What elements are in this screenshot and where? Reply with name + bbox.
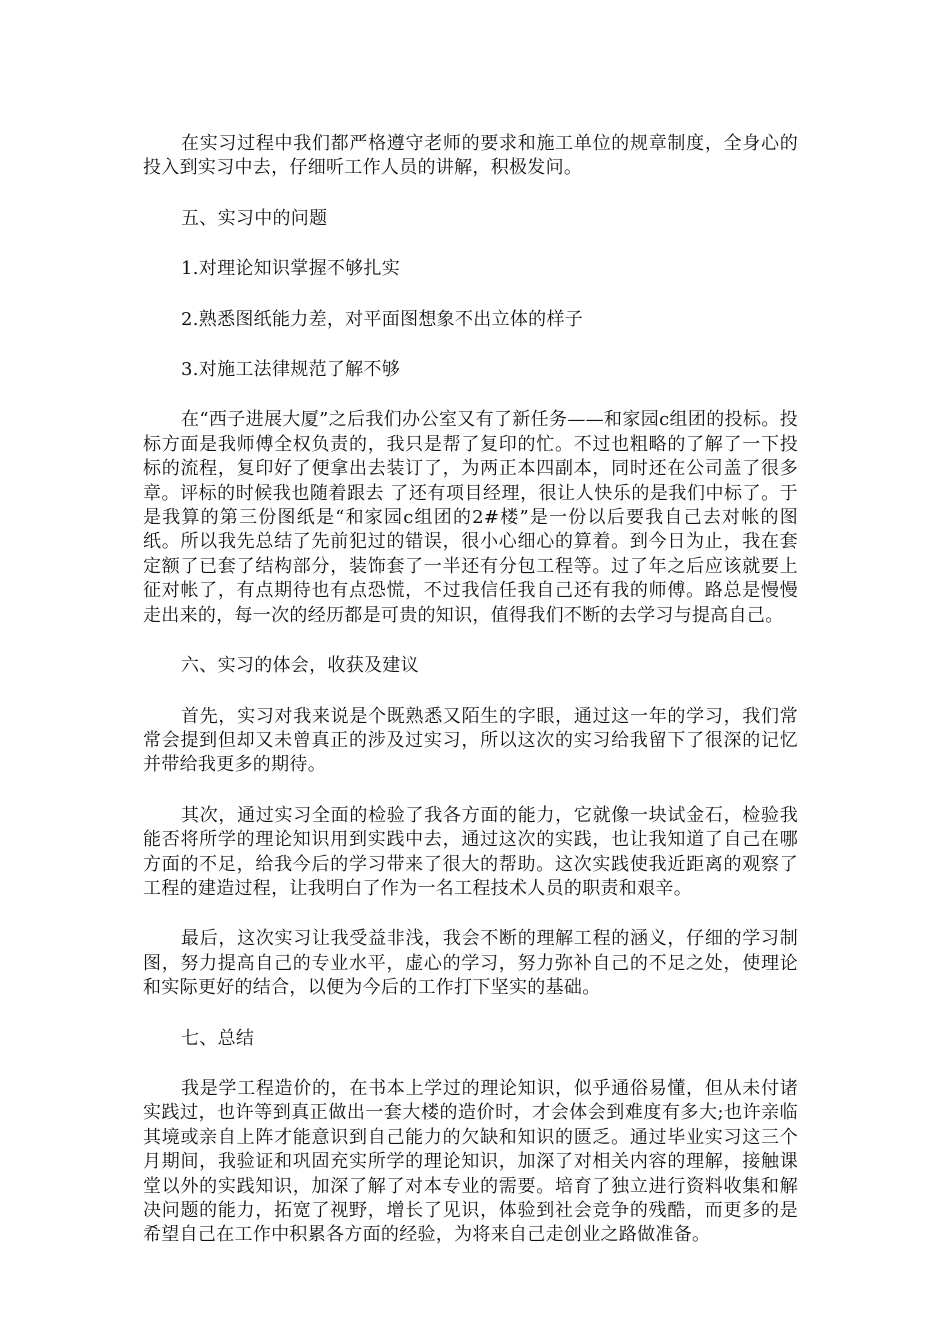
section-heading-summary: 七、总结 bbox=[181, 1027, 255, 1049]
problem-item-2: 2.熟悉图纸能力差，对平面图想象不出立体的样子 bbox=[181, 308, 584, 330]
section-heading-experience: 六、实习的体会，收获及建议 bbox=[181, 655, 419, 677]
paragraph-second: 其次，通过实习全面的检验了我各方面的能力，它就像一块试金石，检验我能否将所学的理论知识用到实践中去，通过这次的实践，也让我知道了自己在哪方面的不足，给我今后的学习带来了很大的帮助。这次实践使我近距离的观察了工程的建造过程，让我明白了作为一名工程技术人员的职责和艰辛。 bbox=[143, 804, 798, 899]
paragraph-finally: 最后，这次实习让我受益非浅，我会不断的理解工程的涵义，仔细的学习制图，努力提高自己的专业水平，虚心的学习，努力弥补自己的不足之处，使理论和实际更好的结合，以便为今后的工作打下坚实的基础。 bbox=[143, 928, 798, 999]
section-heading-problems: 五、实习中的问题 bbox=[181, 207, 328, 229]
problem-item-1: 1.对理论知识掌握不够扎实 bbox=[181, 258, 401, 280]
paragraph-bidding: 在“西子进展大厦”之后我们办公室又有了新任务——和家园c组团的投标。投标方面是我师傅全权负责的，我只是帮了复印的忙。不过也粗略的了解了一下投标的流程，复印好了便拿出去装订了，为两正本四副本，同时还在公司盖了很多章。评标的时候我也随着跟去 了还有项目经理，很让人快乐的是我们中标了。于是我算的第三份图纸是“和家园c组团的2#楼”是一份以后要我自己去对帐的图纸。所以我先总结了先前犯过的错误，很小心细心的算着。到今日为止，我在套定额了已套了结构部分，装饰套了一半还有分包工程等。过了年之后应该就要上征对帐了，有点期待也有点恐慌，不过我信任我自己还有我的师傅。路总是慢慢走出来的，每一次的经历都是可贵的知识，值得我们不断的去学习与提高自己。 bbox=[143, 409, 798, 626]
paragraph-summary: 我是学工程造价的，在书本上学过的理论知识，似乎通俗易懂，但从未付诸实践过，也许等到真正做出一套大楼的造价时，才会体会到难度有多大;也许亲临其境或亲自上阵才能意识到自己能力的欠缺和知识的匮乏。通过毕业实习这三个月期间，我验证和巩固充实所学的理论知识，加深了对相关内容的理解，接触课堂以外的实践知识，加深了解了对本专业的需要。培育了独立进行资料收集和解决问题的能力，拓宽了视野，增长了见识，体验到社会竞争的残酷，而更多的是希望自己在工作中积累各方面的经验，为将来自己走创业之路做准备。 bbox=[143, 1077, 798, 1246]
paragraph-first: 首先，实习对我来说是个既熟悉又陌生的字眼，通过这一年的学习，我们常常会提到但却又未曾真正的涉及过实习，所以这次的实习给我留下了很深的记忆并带给我更多的期待。 bbox=[143, 705, 798, 776]
paragraph-discipline: 在实习过程中我们都严格遵守老师的要求和施工单位的规章制度，全身心的投入到实习中去，仔细听工作人员的讲解，积极发问。 bbox=[143, 133, 798, 179]
problem-item-3: 3.对施工法律规范了解不够 bbox=[181, 359, 401, 381]
